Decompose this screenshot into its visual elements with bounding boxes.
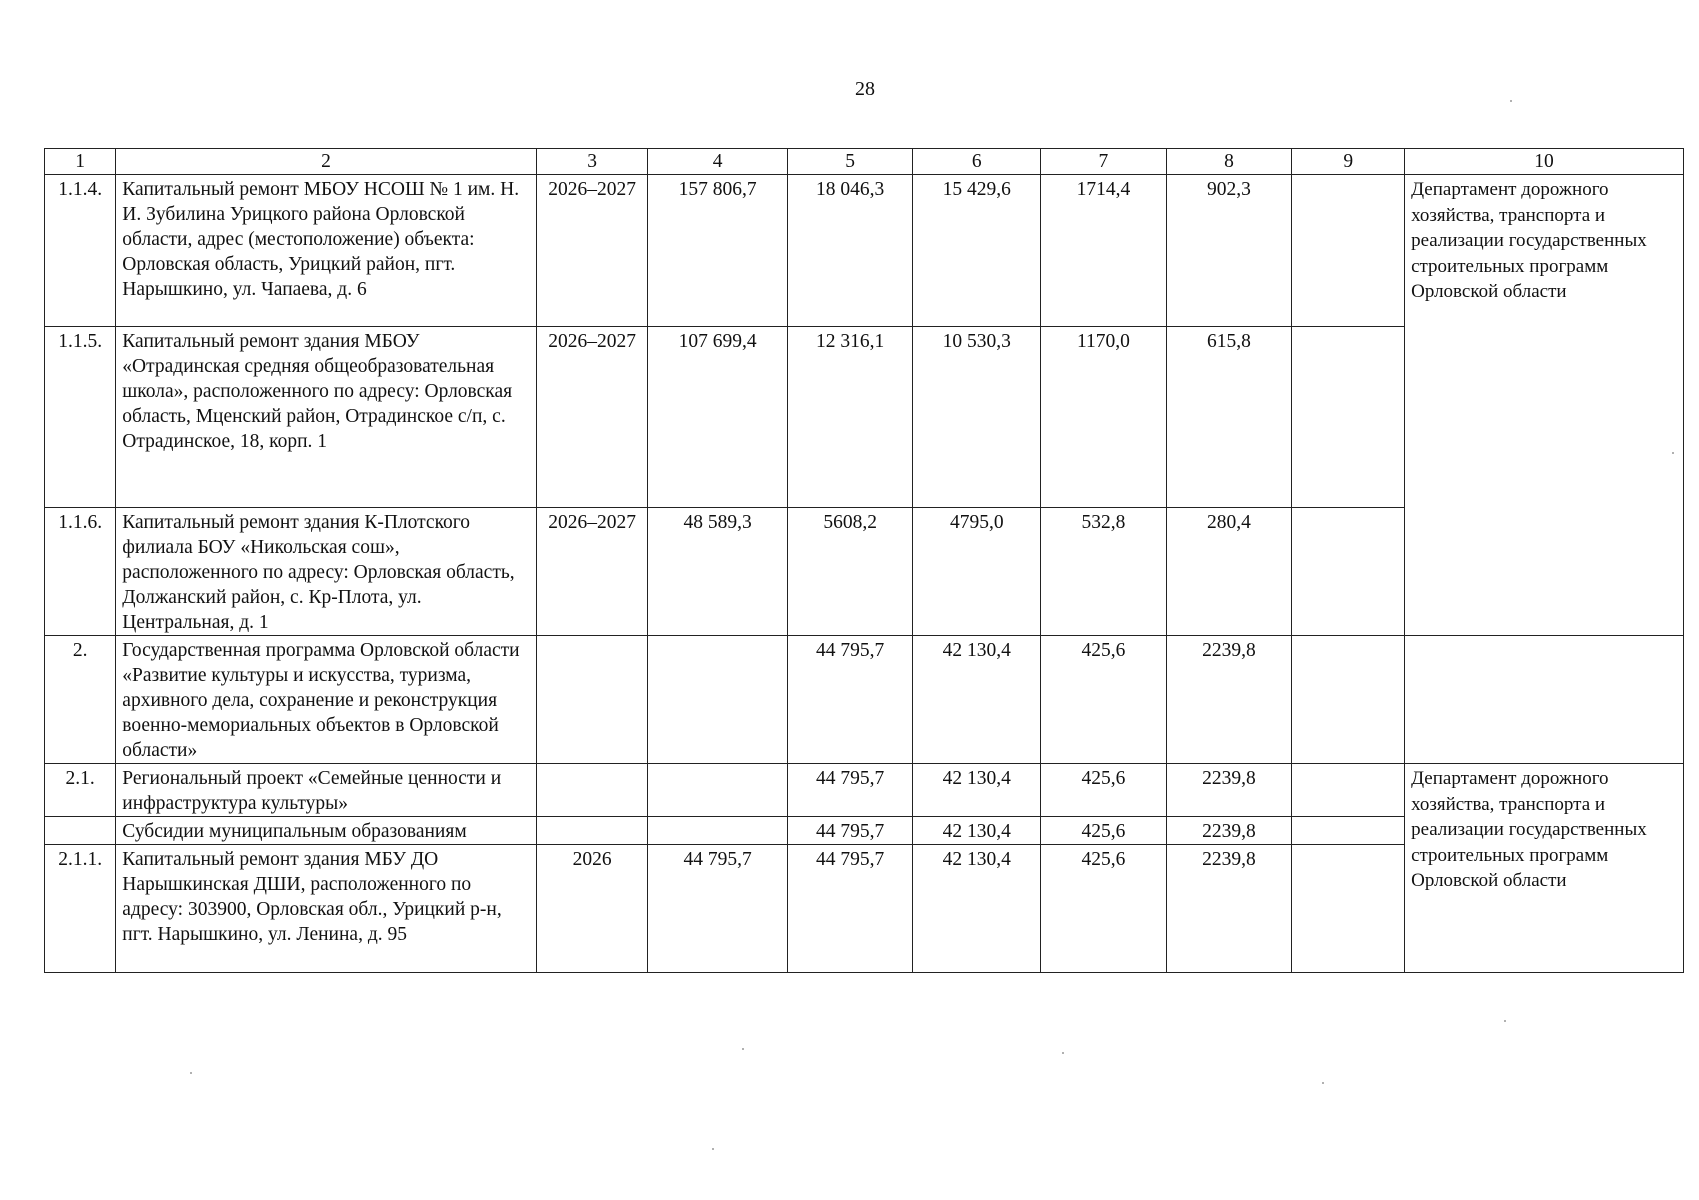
row-value-8: 902,3 [1166,175,1292,327]
row-value-9 [1292,817,1405,845]
row-total [648,817,787,845]
scan-speck [1504,1020,1506,1022]
row-value-5: 44 795,7 [787,636,913,764]
row-value-7: 425,6 [1041,636,1167,764]
row-number: 1.1.5. [45,327,116,508]
row-value-9 [1292,327,1405,508]
row-name: Капитальный ремонт МБОУ НСОШ № 1 им. Н. И. Зубилина Урицкого района Орловской области, адрес (местоположение) объекта: Орловская область, Урицкий район, пгт. Нарышкино, ул. Чапаева, д. 6 [116,175,536,327]
row-value-6: 42 130,4 [913,764,1041,817]
row-years: 2026–2027 [536,175,648,327]
row-value-7: 425,6 [1041,764,1167,817]
row-number [45,817,116,845]
row-total: 44 795,7 [648,845,787,973]
row-value-5: 18 046,3 [787,175,913,327]
row-value-8: 280,4 [1166,508,1292,636]
row-years: 2026 [536,845,648,973]
scan-speck [712,1148,714,1150]
scan-speck [1510,100,1512,102]
row-value-8: 2239,8 [1166,764,1292,817]
row-value-9 [1292,764,1405,817]
row-value-7: 425,6 [1041,845,1167,973]
row-value-6: 10 530,3 [913,327,1041,508]
row-value-6: 15 429,6 [913,175,1041,327]
row-number: 1.1.6. [45,508,116,636]
row-total: 107 699,4 [648,327,787,508]
row-name: Субсидии муниципальным образованиям [116,817,536,845]
header-cell: 10 [1405,149,1684,175]
table-header-row [45,149,1684,175]
row-years [536,764,648,817]
row-value-7: 532,8 [1041,508,1167,636]
row-total: 48 589,3 [648,508,787,636]
row-value-6: 42 130,4 [913,817,1041,845]
row-value-6: 42 130,4 [913,845,1041,973]
program-table [44,148,1684,973]
row-value-9 [1292,175,1405,327]
row-name: Региональный проект «Семейные ценности и инфраструктура культуры» [116,764,536,817]
row-value-5: 5608,2 [787,508,913,636]
row-years [536,636,648,764]
header-cell: 8 [1166,149,1292,175]
row-value-6: 4795,0 [913,508,1041,636]
scan-speck [742,1048,744,1050]
row-value-8: 2239,8 [1166,636,1292,764]
scan-speck [1672,452,1674,454]
header-cell: 1 [45,149,116,175]
header-cell: 2 [116,149,536,175]
row-number: 2.1. [45,764,116,817]
row-value-6: 42 130,4 [913,636,1041,764]
row-name: Капитальный ремонт здания МБУ ДО Нарышкинская ДШИ, расположенного по адресу: 303900, Орловская обл., Урицкий р-н, пгт. Нарышкино, ул. Ленина, д. 95 [116,845,536,973]
scan-speck [190,1072,192,1074]
row-years: 2026–2027 [536,327,648,508]
row-total [648,764,787,817]
row-years [536,817,648,845]
table-row [45,764,1684,817]
row-name: Капитальный ремонт здания К-Плотского филиала БОУ «Никольская сош», расположенного по адресу: Орловская область, Должанский район, с. Кр-Плота, ул. Центральная, д. 1 [116,508,536,636]
responsible-empty [1405,636,1684,764]
row-value-5: 44 795,7 [787,817,913,845]
table-row [45,636,1684,764]
responsible-department: Департамент дорожного хозяйства, транспорта и реализации государственных строительных программ Орловской области [1405,764,1684,973]
header-cell: 4 [648,149,787,175]
row-value-7: 1714,4 [1041,175,1167,327]
row-total [648,636,787,764]
row-value-9 [1292,845,1405,973]
row-value-9 [1292,508,1405,636]
row-value-8: 2239,8 [1166,817,1292,845]
row-name: Государственная программа Орловской области «Развитие культуры и искусства, туризма, архивного дела, сохранение и реконструкция военно-мемориальных объектов в Орловской области» [116,636,536,764]
row-number: 2. [45,636,116,764]
row-value-5: 12 316,1 [787,327,913,508]
row-value-9 [1292,636,1405,764]
row-value-5: 44 795,7 [787,845,913,973]
scan-speck [1322,1082,1324,1084]
scan-speck [1062,1052,1064,1054]
table-row [45,175,1684,327]
header-cell: 5 [787,149,913,175]
responsible-department: Департамент дорожного хозяйства, транспорта и реализации государственных строительных программ Орловской области [1405,175,1684,636]
row-value-8: 2239,8 [1166,845,1292,973]
row-name: Капитальный ремонт здания МБОУ «Отрадинская средняя общеобразовательная школа», расположенного по адресу: Орловская область, Мценский район, Отрадинское с/п, с. Отрадинское, 18, корп. 1 [116,327,536,508]
row-number: 1.1.4. [45,175,116,327]
row-number: 2.1.1. [45,845,116,973]
row-value-8: 615,8 [1166,327,1292,508]
header-cell: 6 [913,149,1041,175]
header-cell: 3 [536,149,648,175]
page-number: 28 [855,78,875,100]
row-value-5: 44 795,7 [787,764,913,817]
row-value-7: 1170,0 [1041,327,1167,508]
header-cell: 7 [1041,149,1167,175]
row-years: 2026–2027 [536,508,648,636]
header-cell: 9 [1292,149,1405,175]
row-value-7: 425,6 [1041,817,1167,845]
row-total: 157 806,7 [648,175,787,327]
